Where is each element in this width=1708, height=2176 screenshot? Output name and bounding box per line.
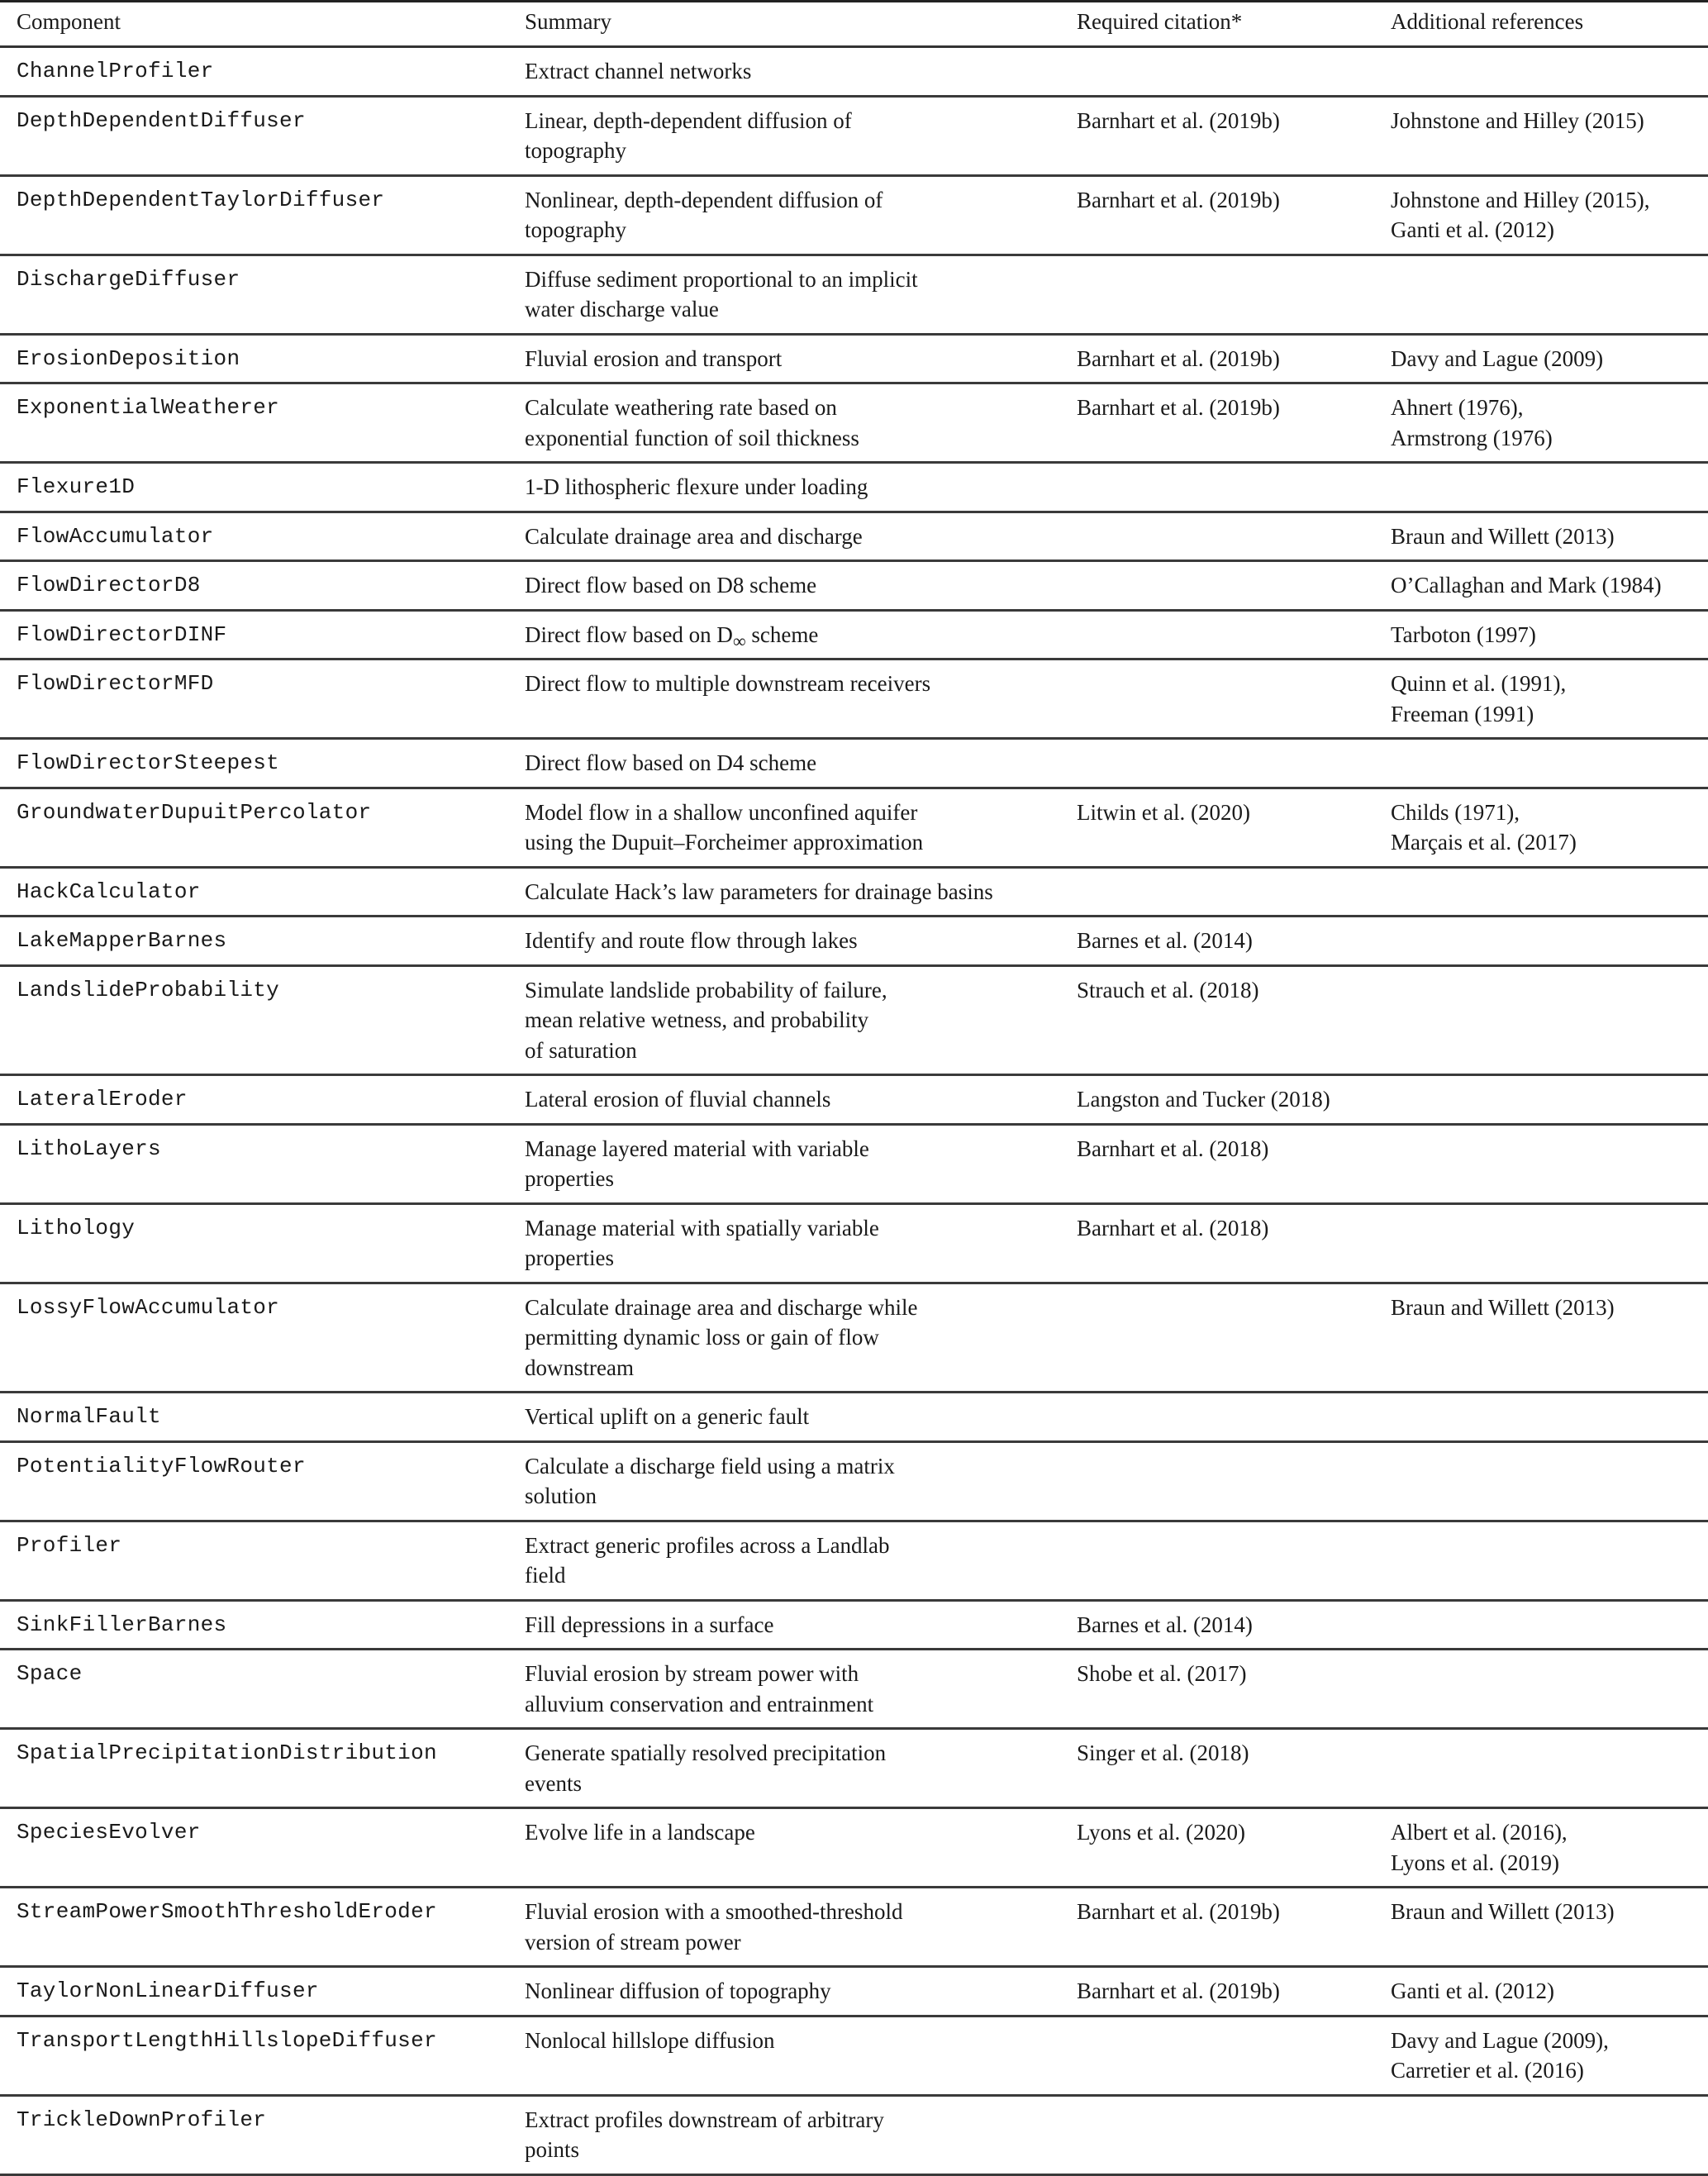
table-row <box>0 788 1708 867</box>
summary-cell <box>525 659 1077 739</box>
summary-cell <box>525 788 1077 867</box>
component-name: FlowDirectorD8 <box>17 573 201 598</box>
summary-cell <box>525 1283 1077 1393</box>
additional-references-cell <box>1391 2095 1708 2174</box>
component-name: LateralEroder <box>17 1087 188 1112</box>
additional-references-cell <box>1391 1441 1708 1521</box>
additional-references-cell <box>1391 463 1708 512</box>
additional-references-cell <box>1391 1393 1708 1442</box>
component-name: FlowDirectorDINF <box>17 621 227 647</box>
summary-line: Direct flow based on $D_\infty$ scheme <box>525 621 819 651</box>
reference-line: Braun and Willett (2013) <box>1391 523 1615 549</box>
component-name: TaylorNonLinearDiffuser <box>17 1978 319 2003</box>
table-row <box>0 1075 1708 1125</box>
summary-cell <box>525 512 1077 561</box>
summary-cell <box>525 1441 1077 1521</box>
table-row <box>0 2095 1708 2174</box>
table-row <box>0 739 1708 788</box>
summary-line: Simulate landslide probability of failure, <box>525 977 887 1002</box>
required-citation-cell <box>1077 512 1391 561</box>
citation-line: Singer et al. (2018) <box>1077 1740 1249 1765</box>
summary-line: permitting dynamic loss or gain of flow <box>525 1325 879 1350</box>
reference-line: Davy and Lague (2009) <box>1391 345 1604 371</box>
component-name: LithoLayers <box>17 1136 161 1161</box>
required-citation-cell <box>1077 255 1391 334</box>
reference-line: Davy and Lague (2009), <box>1391 2027 1609 2053</box>
summary-line: Nonlinear, depth-dependent diffusion of <box>525 187 883 212</box>
table-row <box>0 917 1708 966</box>
additional-references-cell <box>1391 47 1708 97</box>
required-citation-cell <box>1077 463 1391 512</box>
component-name: PotentialityFlowRouter <box>17 1453 306 1478</box>
required-citation-cell <box>1077 610 1391 659</box>
table-row <box>0 561 1708 611</box>
component-name: SpatialPrecipitationDistribution <box>17 1740 437 1765</box>
component-name: NormalFault <box>17 1404 161 1429</box>
additional-references-cell <box>1391 1124 1708 1203</box>
summary-cell <box>525 1075 1077 1125</box>
summary-line: Evolve life in a landscape <box>525 1820 755 1845</box>
citation-line: Barnhart et al. (2019b) <box>1077 345 1280 371</box>
summary-cell <box>525 965 1077 1075</box>
required-citation-cell <box>1077 1283 1391 1393</box>
reference-line: Lyons et al. (2019) <box>1391 1850 1559 1875</box>
summary-line: Calculate a discharge field using a matrix <box>525 1453 895 1478</box>
summary-line: Nonlinear diffusion of topography <box>525 1978 831 2003</box>
summary-line: Direct flow based on D4 scheme <box>525 750 817 775</box>
summary-line: Extract generic profiles across a Landlab <box>525 1532 890 1558</box>
table-row <box>0 463 1708 512</box>
summary-line: Calculate drainage area and discharge <box>525 523 863 549</box>
additional-references-cell <box>1391 334 1708 383</box>
required-citation-cell <box>1077 1600 1391 1650</box>
summary-line: mean relative wetness, and probability <box>525 1007 869 1032</box>
component-name: SpeciesEvolver <box>17 1820 201 1845</box>
reference-line: Braun and Willett (2013) <box>1391 1294 1615 1320</box>
table-row <box>0 1808 1708 1888</box>
summary-line: Calculate weathering rate based on <box>525 395 837 420</box>
required-citation-cell <box>1077 1808 1391 1888</box>
required-citation-cell <box>1077 1650 1391 1729</box>
additional-references-cell <box>1391 788 1708 867</box>
summary-line: Fill depressions in a surface <box>525 1612 774 1637</box>
summary-line: Vertical uplift on a generic fault <box>525 1404 810 1429</box>
table-row <box>0 1124 1708 1203</box>
table-row <box>0 1393 1708 1442</box>
additional-references-cell <box>1391 512 1708 561</box>
header-row <box>0 2 1708 47</box>
summary-cell <box>525 2095 1077 2174</box>
summary-line: Generate spatially resolved precipitation <box>525 1740 887 1765</box>
summary-line: solution <box>525 1483 597 1508</box>
required-citation-cell <box>1077 334 1391 383</box>
required-citation-cell <box>1077 1075 1391 1125</box>
additional-references-cell <box>1391 383 1708 463</box>
additional-references-cell <box>1391 2016 1708 2095</box>
additional-references-cell <box>1391 965 1708 1075</box>
table-row <box>0 1441 1708 1521</box>
citation-line: Barnhart et al. (2019b) <box>1077 395 1280 420</box>
required-citation-cell <box>1077 1203 1391 1283</box>
reference-line: Armstrong (1976) <box>1391 425 1553 450</box>
reference-line: Ganti et al. (2012) <box>1391 1978 1554 2003</box>
table-row <box>0 1650 1708 1729</box>
reference-line: Braun and Willett (2013) <box>1391 1899 1615 1924</box>
reference-line: Tarboton (1997) <box>1391 621 1536 647</box>
summary-line: Fluvial erosion by stream power with <box>525 1661 859 1686</box>
reference-line: Childs (1971), <box>1391 799 1520 825</box>
summary-cell <box>525 383 1077 463</box>
required-citation-cell <box>1077 2016 1391 2095</box>
summary-line: topography <box>525 138 626 163</box>
required-citation-cell <box>1077 1393 1391 1442</box>
summary-line: points <box>525 2137 580 2162</box>
table-row <box>0 1283 1708 1393</box>
additional-references-cell <box>1391 175 1708 255</box>
additional-references-cell <box>1391 1075 1708 1125</box>
component-name: Flexure1D <box>17 474 136 499</box>
component-name: FlowAccumulator <box>17 523 214 549</box>
summary-cell <box>525 463 1077 512</box>
table-row <box>0 512 1708 561</box>
summary-cell <box>525 96 1077 175</box>
required-citation-cell <box>1077 1967 1391 2016</box>
summary-cell <box>525 2016 1077 2095</box>
additional-references-cell <box>1391 1729 1708 1808</box>
citation-line: Strauch et al. (2018) <box>1077 977 1259 1002</box>
required-citation-cell <box>1077 917 1391 966</box>
component-name: DepthDependentDiffuser <box>17 107 306 133</box>
table-row <box>0 1600 1708 1650</box>
summary-line: properties <box>525 1166 614 1191</box>
citation-line: Barnhart et al. (2018) <box>1077 1136 1269 1161</box>
summary-line: Extract profiles downstream of arbitrary <box>525 2107 884 2132</box>
summary-line: exponential function of soil thickness <box>525 425 859 450</box>
header-additional-references: Additional references <box>1391 9 1584 34</box>
component-name: SinkFillerBarnes <box>17 1612 227 1637</box>
reference-line: Quinn et al. (1991), <box>1391 671 1567 696</box>
required-citation-cell <box>1077 96 1391 175</box>
table-row <box>0 2016 1708 2095</box>
citation-line: Langston and Tucker (2018) <box>1077 1087 1330 1112</box>
additional-references-cell <box>1391 1600 1708 1650</box>
summary-line: Direct flow to multiple downstream receivers <box>525 671 931 696</box>
reference-line: Ganti et al. (2012) <box>1391 217 1554 242</box>
component-name: FlowDirectorSteepest <box>17 750 280 775</box>
table-row <box>0 255 1708 334</box>
summary-cell <box>525 255 1077 334</box>
required-citation-cell <box>1077 965 1391 1075</box>
table-row <box>0 47 1708 97</box>
table-row <box>0 965 1708 1075</box>
component-name: LandslideProbability <box>17 977 280 1002</box>
additional-references-cell <box>1391 1967 1708 2016</box>
table-row <box>0 334 1708 383</box>
table-row <box>0 1729 1708 1808</box>
summary-cell <box>525 47 1077 97</box>
summary-line: water discharge value <box>525 297 719 321</box>
table-row <box>0 1888 1708 1967</box>
summary-cell <box>525 917 1077 966</box>
summary-line: alluvium conservation and entrainment <box>525 1691 874 1717</box>
summary-cell <box>525 1203 1077 1283</box>
additional-references-cell <box>1391 1808 1708 1888</box>
additional-references-cell <box>1391 917 1708 966</box>
summary-cell <box>525 867 1077 917</box>
table-row <box>0 383 1708 463</box>
additional-references-cell <box>1391 1888 1708 1967</box>
required-citation-cell <box>1077 2095 1391 2174</box>
reference-line: Albert et al. (2016), <box>1391 1820 1568 1845</box>
summary-cell <box>525 1600 1077 1650</box>
required-citation-cell <box>1077 788 1391 867</box>
required-citation-cell <box>1077 867 1391 917</box>
required-citation-cell <box>1077 1124 1391 1203</box>
component-name: DepthDependentTaylorDiffuser <box>17 187 385 212</box>
table-body <box>0 47 1708 2175</box>
component-name: HackCalculator <box>17 878 201 904</box>
component-name: LossyFlowAccumulator <box>17 1294 280 1320</box>
summary-line: field <box>525 1563 566 1588</box>
summary-cell <box>525 1967 1077 2016</box>
required-citation-cell <box>1077 1441 1391 1521</box>
summary-line: Lateral erosion of fluvial channels <box>525 1087 831 1112</box>
reference-line: O’Callaghan and Mark (1984) <box>1391 573 1662 598</box>
table-row <box>0 1203 1708 1283</box>
citation-line: Barnhart et al. (2019b) <box>1077 1978 1280 2003</box>
reference-line: Johnstone and Hilley (2015), <box>1391 187 1650 212</box>
component-name: GroundwaterDupuitPercolator <box>17 799 372 825</box>
required-citation-cell <box>1077 1888 1391 1967</box>
required-citation-cell <box>1077 1729 1391 1808</box>
reference-line: Carretier et al. (2016) <box>1391 2058 1584 2083</box>
component-name: DischargeDiffuser <box>17 266 240 292</box>
summary-cell <box>525 1521 1077 1600</box>
infinity-subscript: ∞ <box>732 630 746 651</box>
component-name: ChannelProfiler <box>17 59 214 83</box>
summary-line: 1-D lithospheric flexure under loading <box>525 474 868 499</box>
summary-line: Identify and route flow through lakes <box>525 928 858 953</box>
reference-line: Freeman (1991) <box>1391 701 1534 726</box>
citation-line: Litwin et al. (2020) <box>1077 799 1250 825</box>
additional-references-cell <box>1391 1283 1708 1393</box>
table-row <box>0 1967 1708 2016</box>
summary-line: Manage layered material with variable <box>525 1136 869 1161</box>
citation-line: Barnhart et al. (2019b) <box>1077 187 1280 212</box>
citation-line: Barnes et al. (2014) <box>1077 1612 1253 1637</box>
reference-line: Marçais et al. (2017) <box>1391 830 1577 855</box>
summary-cell <box>525 334 1077 383</box>
table-row <box>0 1521 1708 1600</box>
summary-cell <box>525 1888 1077 1967</box>
citation-line: Barnes et al. (2014) <box>1077 928 1253 953</box>
table-row <box>0 610 1708 659</box>
summary-line: Calculate drainage area and discharge while <box>525 1294 918 1320</box>
required-citation-cell <box>1077 739 1391 788</box>
header-summary: Summary <box>525 9 611 34</box>
component-name: TransportLengthHillslopeDiffuser <box>17 2027 437 2053</box>
table-row <box>0 867 1708 917</box>
summary-line: Calculate Hack’s law parameters for drainage basins <box>525 878 993 904</box>
summary-line: Extract channel networks <box>525 59 752 83</box>
additional-references-cell <box>1391 1521 1708 1600</box>
summary-cell <box>525 1124 1077 1203</box>
summary-line: of saturation <box>525 1037 637 1063</box>
summary-cell <box>525 1808 1077 1888</box>
component-name: ErosionDeposition <box>17 345 240 371</box>
summary-line: Fluvial erosion with a smoothed-threshold <box>525 1899 903 1924</box>
component-name: TrickleDownProfiler <box>17 2107 267 2132</box>
component-name: Lithology <box>17 1215 136 1240</box>
summary-cell <box>525 1729 1077 1808</box>
citation-line: Shobe et al. (2017) <box>1077 1661 1247 1686</box>
citation-line: Barnhart et al. (2018) <box>1077 1215 1269 1240</box>
summary-cell <box>525 739 1077 788</box>
component-name: Profiler <box>17 1532 122 1558</box>
summary-line: Nonlocal hillslope diffusion <box>525 2027 775 2053</box>
header-required-citation: Required citation* <box>1077 9 1243 34</box>
required-citation-cell <box>1077 1521 1391 1600</box>
required-citation-cell <box>1077 47 1391 97</box>
header-component: Component <box>17 9 121 34</box>
summary-line: Fluvial erosion and transport <box>525 345 783 371</box>
summary-cell <box>525 561 1077 611</box>
summary-line: Direct flow based on D8 scheme <box>525 573 817 598</box>
summary-line: Diffuse sediment proportional to an implicit <box>525 266 918 292</box>
citation-line: Barnhart et al. (2019b) <box>1077 107 1280 133</box>
reference-line: Ahnert (1976), <box>1391 395 1524 420</box>
summary-line: using the Dupuit–Forcheimer approximation <box>525 830 924 855</box>
additional-references-cell <box>1391 561 1708 611</box>
summary-line: events <box>525 1770 582 1796</box>
summary-line: downstream <box>525 1355 634 1380</box>
required-citation-cell <box>1077 659 1391 739</box>
citation-line: Barnhart et al. (2019b) <box>1077 1899 1280 1924</box>
table-row <box>0 96 1708 175</box>
required-citation-cell <box>1077 561 1391 611</box>
summary-cell <box>525 1393 1077 1442</box>
additional-references-cell <box>1391 96 1708 175</box>
component-name: FlowDirectorMFD <box>17 671 214 696</box>
additional-references-cell <box>1391 255 1708 334</box>
citation-line: Lyons et al. (2020) <box>1077 1820 1245 1845</box>
additional-references-cell <box>1391 610 1708 659</box>
reference-line: Johnstone and Hilley (2015) <box>1391 107 1644 133</box>
required-citation-cell <box>1077 383 1391 463</box>
summary-line: Linear, depth-dependent diffusion of <box>525 107 852 133</box>
component-name: ExponentialWeatherer <box>17 395 280 420</box>
component-name: Space <box>17 1661 83 1686</box>
table-header <box>0 2 1708 47</box>
additional-references-cell <box>1391 739 1708 788</box>
summary-line: Model flow in a shallow unconfined aquifer <box>525 799 918 825</box>
component-name: LakeMapperBarnes <box>17 928 227 953</box>
additional-references-cell <box>1391 867 1708 917</box>
additional-references-cell <box>1391 1203 1708 1283</box>
additional-references-cell <box>1391 1650 1708 1729</box>
additional-references-cell <box>1391 659 1708 739</box>
summary-cell <box>525 1650 1077 1729</box>
summary-cell <box>525 175 1077 255</box>
summary-line: version of stream power <box>525 1929 741 1955</box>
component-name: StreamPowerSmoothThresholdEroder <box>17 1899 437 1924</box>
table-row <box>0 659 1708 739</box>
summary-line: Manage material with spatially variable <box>525 1215 879 1240</box>
table-row <box>0 175 1708 255</box>
summary-line: topography <box>525 217 626 242</box>
required-citation-cell <box>1077 175 1391 255</box>
summary-cell <box>525 610 1077 659</box>
summary-line: properties <box>525 1245 614 1270</box>
